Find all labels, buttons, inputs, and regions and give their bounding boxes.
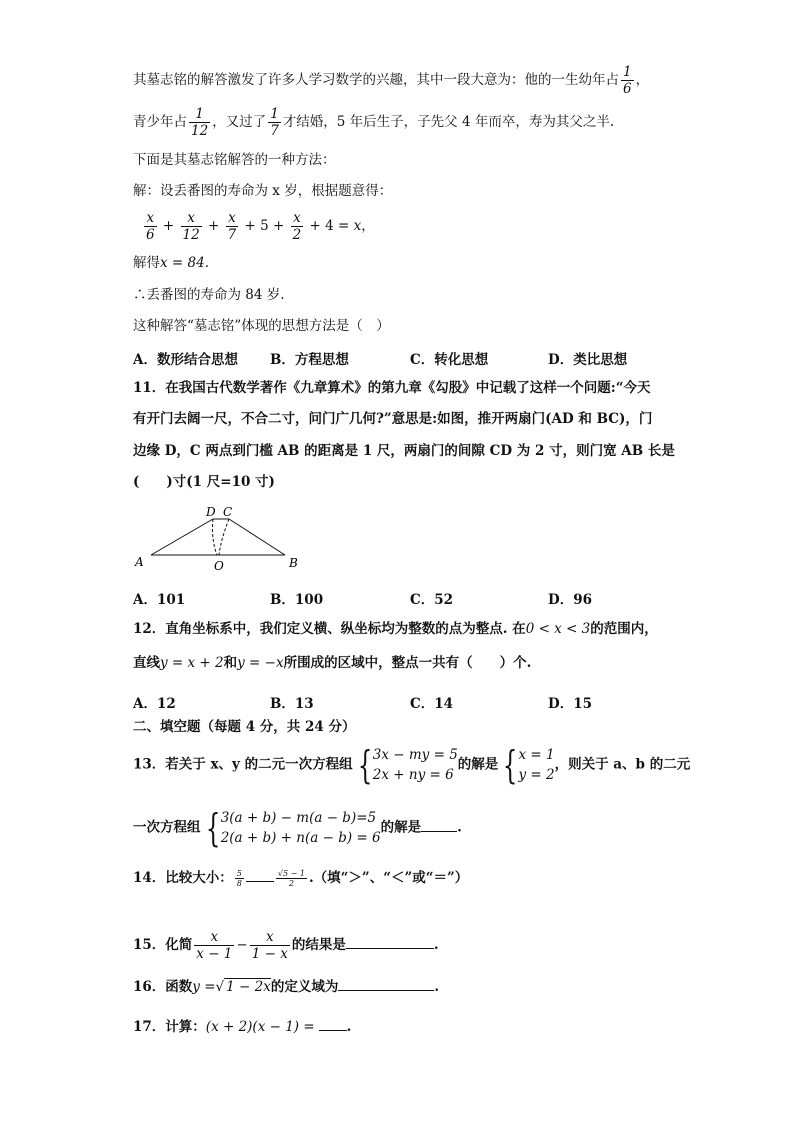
equation: 3(a + b) − m(a − b)=5: [220, 810, 377, 826]
denominator: 12: [182, 227, 200, 243]
question-10: 这种解答“墓志铭”体现的思想方法是（ ）: [133, 318, 390, 334]
door-diagram: [133, 503, 313, 573]
method-line: 下面是其墓志铭解答的一种方法：: [133, 152, 336, 168]
q11-line-3: 边缘 D，C 两点到门槛 AB 的距离是 1 尺，两扇门的间隙 CD 为 2 寸，则门宽 AB 长是: [133, 443, 675, 459]
plus-sign: +: [309, 218, 321, 234]
equation: x = 1: [518, 747, 555, 763]
result-value: x = 84: [160, 255, 205, 271]
denominator: 6: [146, 227, 155, 243]
minus-sign: −: [236, 937, 248, 953]
left-brace: {: [205, 806, 220, 850]
text: .: [433, 937, 439, 953]
equation-system: [373, 745, 458, 785]
option-11-b[interactable]: B．100: [270, 592, 324, 608]
text: 12．直角坐标系中，我们定义横、纵坐标均为整数的点为整点. 在: [133, 621, 526, 637]
text: 其墓志铭的解答激发了许多人学习数学的兴趣，其中一段大意为：他的一生幼年占: [133, 72, 619, 88]
numerator: x: [181, 210, 202, 227]
q14-line: [133, 868, 468, 888]
therefore-line: ∴丢番图的寿命为 84 岁.: [133, 287, 285, 303]
line-ad: [151, 519, 213, 555]
line-expression: y = −x: [237, 655, 284, 671]
text: .: [204, 255, 209, 271]
text: .: [434, 979, 440, 995]
text: 的定义域为: [270, 979, 339, 995]
plus-sign: +: [207, 218, 220, 234]
text: 解得: [133, 255, 160, 271]
denominator: 2: [292, 227, 302, 243]
left-brace: {: [503, 743, 518, 787]
range-expression: 0 < x < 3: [525, 621, 591, 637]
fraction: [291, 210, 304, 243]
text: 13．若关于 x、y 的二元一次方程组: [133, 756, 353, 773]
fraction-one-seventh: [268, 106, 281, 139]
line-bc: [229, 519, 285, 555]
equation: 2x + ny = 6: [372, 767, 454, 783]
option-10-a[interactable]: A．数形结合思想: [133, 352, 238, 368]
line-expression: y = x + 2: [160, 655, 224, 671]
numerator: 5: [236, 869, 242, 878]
equation: y = 2: [518, 767, 555, 783]
paragraph-line-1: [133, 64, 649, 97]
label-d: D: [206, 505, 216, 519]
radicand: 1 − 2x: [226, 979, 271, 995]
denominator: x − 1: [196, 946, 233, 962]
text: ，则关于 a、b 的二元: [554, 756, 691, 773]
numerator: x: [226, 210, 239, 227]
q13-line-1: [133, 745, 690, 785]
label-a: A: [135, 555, 144, 569]
result-line: [133, 253, 209, 273]
text: 的解是: [457, 756, 499, 773]
option-10-b[interactable]: B．方程思想: [270, 352, 349, 368]
fraction: [226, 210, 239, 243]
option-12-a[interactable]: A．12: [133, 696, 176, 712]
fraction: [194, 929, 234, 962]
equation: [142, 210, 375, 243]
numerator: x: [144, 210, 157, 227]
text: 的解是: [380, 819, 422, 836]
denominator: 7: [270, 123, 279, 139]
q11-line-4: ( )寸(1 尺=10 寸): [133, 474, 275, 490]
text: ，又过了: [212, 114, 267, 130]
equals-sign: =: [337, 218, 350, 234]
option-10-c[interactable]: C．转化思想: [410, 352, 489, 368]
text: .: [457, 819, 462, 836]
text: 所围成的区域中，整点一共有（ ）个.: [283, 655, 532, 671]
q12-line-1: [133, 619, 658, 639]
text: 才结婚，5 年后生子，子先父 4 年而卒，寿为其父之半.: [282, 114, 615, 130]
answer-blank[interactable]: [246, 873, 274, 882]
option-12-b[interactable]: B．13: [270, 696, 314, 712]
left-brace: {: [357, 743, 372, 787]
text: 16．函数: [133, 979, 193, 995]
equation-system: [221, 808, 381, 848]
q11-line-1: 11．在我国古代数学著作《九章算术》的第九章《勾股》中记载了这样一个问题:“今天: [133, 380, 651, 396]
text: 直线: [133, 655, 160, 671]
option-11-a[interactable]: A．101: [133, 592, 186, 608]
answer-blank[interactable]: [338, 976, 434, 991]
fraction: [250, 929, 290, 962]
text: 15．化简: [133, 937, 193, 953]
fraction-five-eighths: [235, 869, 244, 888]
expression: (x + 2)(x − 1) =: [205, 1019, 315, 1035]
option-10-d[interactable]: D．类比思想: [548, 352, 628, 368]
numerator: 1: [270, 106, 279, 122]
text: 和: [223, 655, 238, 671]
arc-c: [219, 519, 229, 555]
option-11-d[interactable]: D．96: [548, 592, 592, 608]
text: ，: [361, 218, 375, 234]
sqrt-symbol: √: [215, 979, 225, 995]
denominator: 6: [623, 81, 632, 97]
label-b: B: [289, 556, 298, 570]
plus-sign: +: [244, 218, 256, 234]
fraction: [144, 210, 157, 243]
function-expression: y =: [192, 979, 216, 995]
solution-line: 解：设丢番图的寿命为 x 岁，根据题意得：: [133, 183, 393, 199]
variable: x: [353, 218, 362, 234]
section-heading: 二、填空题（每题 4 分，共 24 分）: [133, 719, 356, 735]
denominator: 1 − x: [251, 946, 288, 962]
text: 一次方程组: [133, 819, 201, 836]
denominator: 7: [227, 227, 237, 243]
text: 14．比较大小：: [133, 870, 233, 886]
option-12-d[interactable]: D．15: [548, 696, 592, 712]
number: 4: [325, 218, 334, 234]
label-c: C: [223, 505, 233, 519]
q11-line-2: 有开门去阔一尺，不合二寸，问门广几何?”意思是:如图，推开两扇门(AD 和 BC)，门: [133, 411, 653, 427]
numerator: x: [291, 210, 304, 227]
denominator: 2: [288, 879, 294, 888]
fraction-one-sixth: [621, 64, 634, 97]
answer-blank[interactable]: [421, 817, 457, 832]
fraction: [181, 210, 202, 243]
q16-line: [133, 976, 439, 997]
plus-sign: +: [272, 218, 285, 234]
fraction-root-five: [276, 869, 307, 888]
fraction-one-twelfth: [189, 106, 210, 139]
numerator: √5 − 1: [277, 869, 305, 878]
solution-system: [518, 745, 554, 785]
equation: 2(a + b) + n(a − b) = 6: [220, 830, 381, 846]
q17-line: [133, 1016, 351, 1037]
answer-blank[interactable]: [346, 934, 434, 949]
arc-d: [213, 519, 218, 555]
label-o: O: [214, 559, 224, 573]
q13-line-2: [133, 808, 462, 848]
numerator: x: [194, 929, 234, 946]
text: 的范围内，: [590, 621, 658, 637]
text: .: [346, 1019, 352, 1035]
q12-line-2: [133, 653, 531, 673]
numerator: x: [250, 929, 290, 946]
denominator: 12: [191, 123, 209, 139]
answer-blank[interactable]: [319, 1016, 347, 1031]
plus-sign: +: [162, 218, 175, 234]
number: 5: [260, 218, 269, 234]
text: 青少年占: [133, 114, 187, 130]
text: 的结果是: [291, 937, 346, 953]
paragraph-line-2: [133, 106, 614, 139]
text: 17．计算：: [133, 1019, 206, 1035]
numerator: 1: [623, 64, 632, 80]
option-11-c[interactable]: C．52: [410, 592, 454, 608]
text: ，: [635, 72, 650, 88]
numerator: 1: [189, 106, 210, 123]
equation: 3x − my = 5: [372, 747, 458, 763]
option-12-c[interactable]: C．14: [410, 696, 454, 712]
q15-line: [133, 929, 439, 962]
denominator: 8: [236, 879, 242, 888]
text: .（填“＞”、“＜”或“＝”）: [308, 870, 469, 886]
